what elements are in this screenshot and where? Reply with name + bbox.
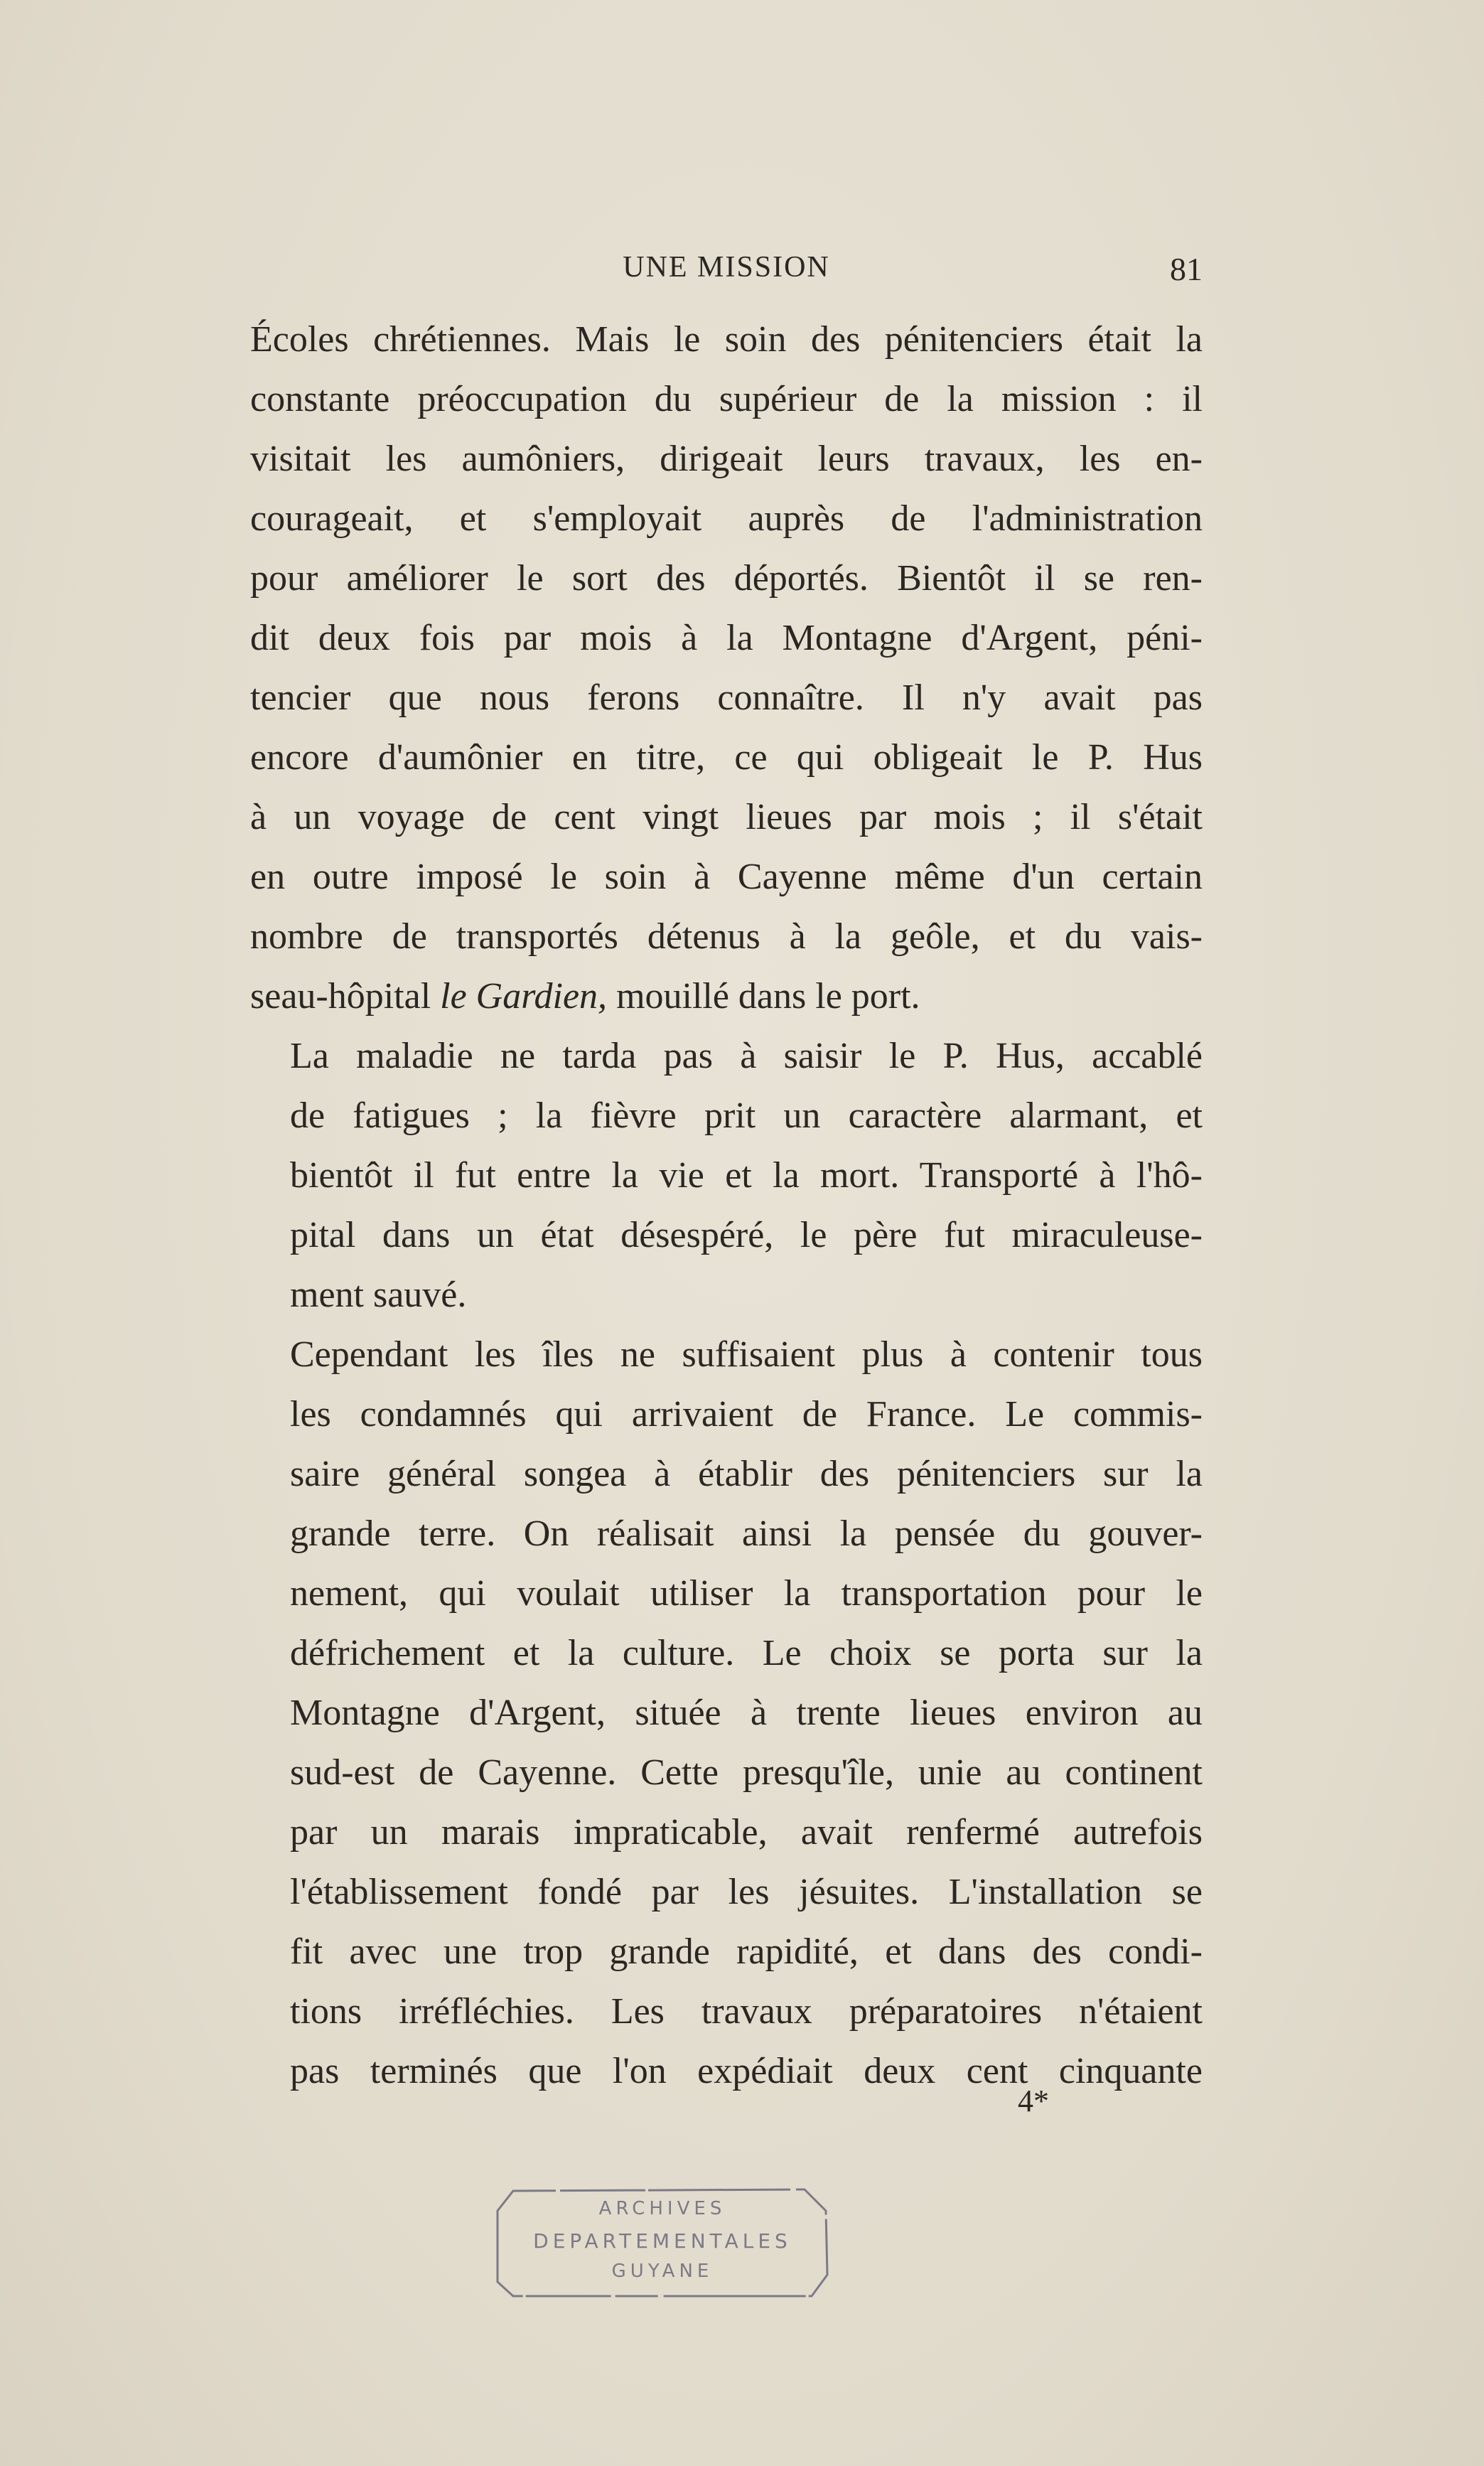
text-line: pas terminés que l'on expédiait deux cent cinquante bbox=[290, 2051, 1203, 2091]
stamp-line-2: DEPARTEMENTALES bbox=[533, 2229, 792, 2253]
text-line: nement, qui voulait utiliser la transportation pour le bbox=[290, 1573, 1203, 1614]
paragraph-2 bbox=[250, 1026, 1203, 1325]
text-line: par un marais impraticable, avait renfermé autrefois bbox=[290, 1812, 1203, 1853]
text-segment: seau-hôpital bbox=[250, 976, 441, 1017]
text-line: bientôt il fut entre la vie et la mort. Transporté à l'hô- bbox=[290, 1155, 1203, 1196]
text-line: Montagne d'Argent, située à trente lieues environ au bbox=[290, 1693, 1203, 1733]
text-line: saire général songea à établir des pénitenciers sur la bbox=[290, 1454, 1203, 1494]
text-line: grande terre. On réalisait ainsi la pensée du gouver- bbox=[290, 1513, 1203, 1554]
page-number: 81 bbox=[1170, 251, 1203, 287]
running-title: UNE MISSION bbox=[623, 251, 830, 284]
text-line: nombre de transportés détenus à la geôle, et du vais- bbox=[250, 916, 1203, 957]
text-line: fit avec une trop grande rapidité, et dans des condi- bbox=[290, 1931, 1203, 1972]
ship-name: le Gardien, bbox=[440, 976, 608, 1017]
body-text bbox=[250, 310, 1203, 2101]
text-line: tions irréfléchies. Les travaux préparatoires n'étaient bbox=[290, 1991, 1203, 2032]
text-line: sud-est de Cayenne. Cette presqu'île, unie au continent bbox=[290, 1752, 1203, 1793]
text-line: encore d'aumônier en titre, ce qui obligeait le P. Hus bbox=[250, 737, 1203, 778]
stamp-line-3: GUYANE bbox=[611, 2261, 714, 2282]
text-line: défrichement et la culture. Le choix se porta sur la bbox=[290, 1633, 1203, 1673]
archive-stamp bbox=[492, 2182, 833, 2303]
text-line: les condamnés qui arrivaient de France. Le commis- bbox=[290, 1394, 1203, 1435]
text-line: constante préoccupation du supérieur de la mission : il bbox=[250, 379, 1203, 419]
text-segment: mouillé dans le port. bbox=[607, 976, 920, 1017]
stamp-line-1: ARCHIVES bbox=[598, 2198, 726, 2219]
paragraph-3 bbox=[250, 1325, 1203, 2101]
text-line: courageait, et s'employait auprès de l'administration bbox=[250, 498, 1203, 539]
text-line bbox=[250, 967, 1203, 1026]
text-line: ment sauvé. bbox=[290, 1275, 467, 1315]
text-line: l'établissement fondé par les jésuites. L'installation se bbox=[290, 1872, 1203, 1912]
text-line: tencier que nous ferons connaître. Il n'y avait pas bbox=[250, 677, 1203, 718]
text-line: Cependant les îles ne suffisaient plus à contenir tous bbox=[290, 1334, 1203, 1375]
signature-mark: 4* bbox=[1018, 2084, 1049, 2118]
paragraph-1 bbox=[250, 310, 1203, 1026]
text-line: pour améliorer le sort des déportés. Bientôt il se ren- bbox=[250, 558, 1203, 599]
running-head bbox=[250, 250, 1203, 296]
text-line: Écoles chrétiennes. Mais le soin des pénitenciers était la bbox=[250, 319, 1203, 360]
text-line: à un voyage de cent vingt lieues par mois ; il s'était bbox=[250, 797, 1203, 837]
text-line: pital dans un état désespéré, le père fut miraculeuse- bbox=[290, 1215, 1203, 1255]
text-line: en outre imposé le soin à Cayenne même d'un certain bbox=[250, 857, 1203, 897]
text-line: de fatigues ; la fièvre prit un caractère alarmant, et bbox=[290, 1095, 1203, 1136]
text-line: visitait les aumôniers, dirigeait leurs travaux, les en- bbox=[250, 439, 1203, 479]
text-line: dit deux fois par mois à la Montagne d'Argent, péni- bbox=[250, 618, 1203, 658]
text-line: La maladie ne tarda pas à saisir le P. Hus, accablé bbox=[290, 1036, 1203, 1076]
